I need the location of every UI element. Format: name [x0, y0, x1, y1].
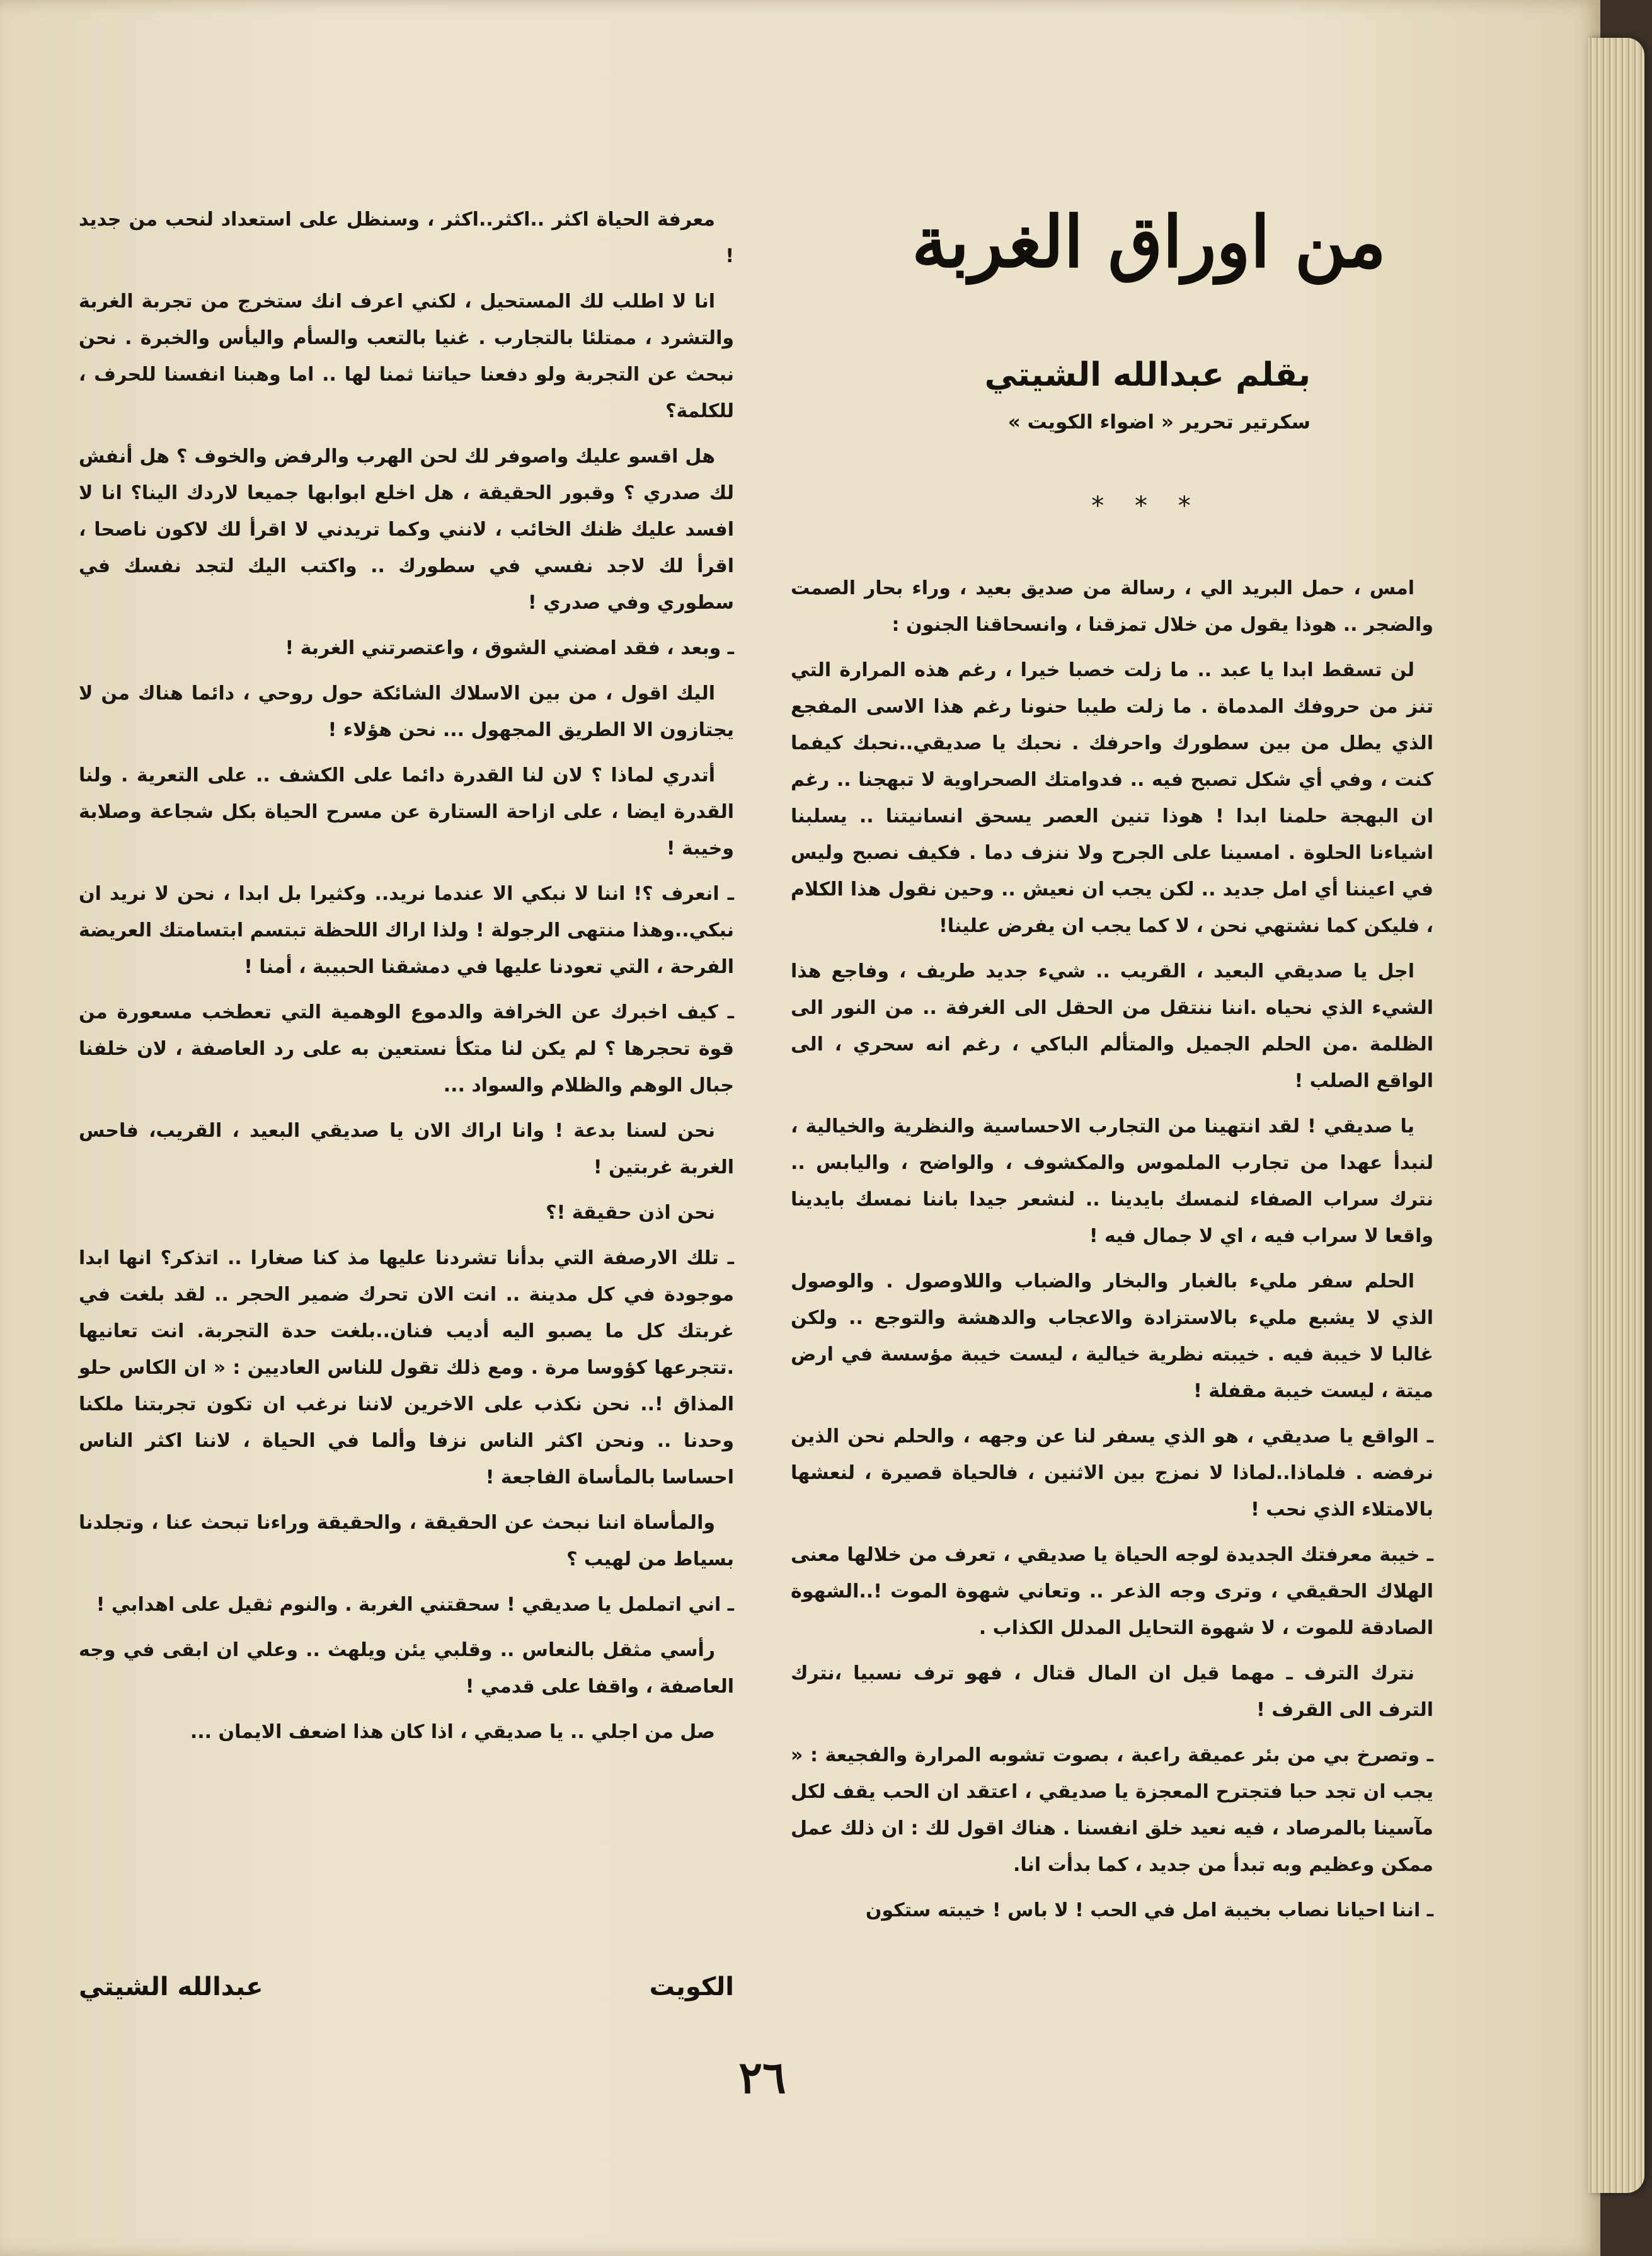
paragraph: ـ اني اتململ يا صديقي ! سحقتني الغربة . والنوم ثقيل على اهدابي ! [96, 1594, 734, 1616]
paragraph: الحلم سفر مليء بالغبار والبخار والضباب واللاوصول . والوصول الذي لا يشبع مليء بالاستزادة والاعجاب والدهشة والتوجع .. ولكن غالبا لا خيبة فيه . خيبته نظرية خيالية ، ليست خيبة مؤسسة في ارض ميتة ، ليست خيبة مقفلة ! [791, 1270, 1433, 1402]
paragraph: رأسي مثقل بالنعاس .. وقلبي يئن ويلهث .. وعلي ان ابقى في وجه العاصفة ، واقفا على قدمي ! [79, 1639, 734, 1698]
paragraph: ـ خيبة معرفتك الجديدة لوجه الحياة يا صديقي ، تعرف من خلالها معنى الهلاك الحقيقي ، وترى وجه الذعر .. وتعاني شهوة الموت !..الشهوة الصادقة للموت ، لا شهوة التحايل المدلل الكذاب . [791, 1544, 1433, 1639]
paragraph: ـ الواقع يا صديقي ، هو الذي يسفر لنا عن وجهه ، والحلم نحن الذين نرفضه . فلماذا..لماذا لا نمزج بين الاثنين ، فالحياة قصيرة ، لنعشها بالامتلاء الذي نحب ! [791, 1425, 1433, 1521]
article-byline: بقلم عبدالله الشيتي [984, 356, 1311, 394]
paragraph: انا لا اطلب لك المستحيل ، لكني اعرف انك ستخرج من تجربة الغربة والتشرد ، ممتلئا بالتجارب . غنيا بالتعب والسأم واليأس والخبرة . نحن نبحث عن التجربة ولو دفعنا حياتنا ثمنا لها .. اما وهبنا انفسنا للحرف ، للكلمة؟ [79, 291, 734, 422]
paragraph: معرفة الحياة اكثر ..اكثر..اكثر ، وسنظل على استعداد لنحب من جديد ! [79, 209, 734, 267]
paragraph: لن تسقط ابدا يا عبد .. ما زلت خصبا خيرا ، رغم هذه المرارة التي تنز من حروفك المدماة . ما زلت طيبا حنونا رغم هذا الاسى المفجع الذي يطل من بين سطورك واحرفك . نحبك يا صديقي..نحبك كيفما كنت ، وفي أي شكل تصبح فيه .. فدوامتك الصحراوية لا تبهجنا .. رغم ان البهجة حلمنا ابدا ! هوذا تنين العصر يسحق انسانيتنا .. يسلبنا اشياءنا الحلوة . امسينا على الجرح ولا ننزف دما . فكيف نصبح وليس في اعيننا أي امل جديد .. لكن يجب ان نعيش .. وحين نقول هذا الكلام ، فليكن كما نشتهي نحن ، لا كما يجب ان يفرض علينا! [791, 659, 1433, 937]
signature-city: الكويت [649, 1972, 734, 2001]
paragraph: ـ كيف اخبرك عن الخرافة والدموع الوهمية التي تعطخب مسعورة من قوة تحجرها ؟ لم يكن لنا متكأ نستعين به على رد العاصفة ، لان خلفنا جبال الوهم والظلام والسواد ... [79, 1001, 734, 1096]
paragraph: نحن لسنا بدعة ! وانا اراك الان يا صديقي البعيد ، القريب، فاحس الغربة غربتين ! [79, 1120, 734, 1178]
author-role: سكرتير تحرير « اضواء الكويت » [1007, 411, 1311, 434]
paragraph: يا صديقي ! لقد انتهينا من التجارب الاحساسية والنظرية والخيالية ، لنبدأ عهدا من تجارب الملموس والمكشوف ، والواضح ، واليابس .. نترك سراب الصفاء لنمسك بايدينا .. لنشعر جيدا باننا نمسك بايدينا واقعا لا سراب فيه ، اي لا جمال فيه ! [791, 1115, 1433, 1247]
paragraph: والمأساة اننا نبحث عن الحقيقة ، والحقيقة وراءنا تبحث عنا ، وتجلدنا بسياط من لهيب ؟ [79, 1512, 734, 1570]
paragraph: ـ تلك الارصفة التي بدأنا تشردنا عليها مذ كنا صغارا .. اتذكر؟ انها ابدا موجودة في كل مدينة .. انت الان تحرك ضمير الحجر .. لقد بلغت في غربتك كل ما يصبو اليه أديب فنان..بلغت حدة التجربة. انت تعانيها .تتجرعها كؤوسا مرة . ومع ذلك تقول للناس العاديين : « ان الكاس حلو المذاق !.. نحن نكذب على الاخرين لاننا نرغب ان تكون تجربتنا ملكنا وحدنا .. ونحن اكثر الناس نزفا وألما في الحياة ، لاننا اكثر الناس احساسا بالمأساة الفاجعة ! [79, 1247, 734, 1488]
paragraph: ـ وتصرخ بي من بئر عميقة راعبة ، بصوت تشوبه المرارة والفجيعة : « يجب ان تجد حبا فتجترح المعجزة يا صديقي ، اعتقد ان الحب يقف لكل مآسينا بالمرصاد ، فيه نعيد خلق انفسنا . هناك اقول لك : ان ذلك عمل ممكن وعظيم وبه تبدأ من جديد ، كما بدأت انا. [791, 1744, 1433, 1876]
paragraph: ـ اننا احيانا نصاب بخيبة امل في الحب ! لا باس ! خيبته ستكون [865, 1899, 1433, 1921]
paragraph: امس ، حمل البريد الي ، رسالة من صديق بعيد ، وراء بحار الصمت والضجر .. هوذا يقول من خلال تمزقنا ، وانسحاقنا الجنون : [791, 577, 1433, 636]
page-number: ٢٦ [738, 2051, 786, 2103]
paragraph: اجل يا صديقي البعيد ، القريب .. شيء جديد طريف ، وفاجع هذا الشيء الذي نحياه .اننا ننتقل من الحقل الى الغرفة .. من النور الى الظلمة .من الحلم الجميل والمتألم الباكي ، رغم انه سحري ، الى الواقع الصلب ! [791, 960, 1433, 1092]
paragraph: صل من اجلي .. يا صديقي ، اذا كان هذا اضعف الايمان ... [190, 1721, 715, 1743]
paragraph: نحن اذن حقيقة !؟ [546, 1202, 715, 1224]
article-title: من اوراق الغربة [912, 201, 1386, 284]
paragraph: ـ وبعد ، فقد امضني الشوق ، واعتصرتني الغربة ! [285, 637, 734, 659]
paragraph: ـ انعرف ؟! اننا لا نبكي الا عندما نريد.. وكثيرا بل ابدا ، نحن لا نريد ان نبكي..وهذا منتهى الرجولة ! ولذا اراك اللحظة تبتسم ابتسامتك العريضة الفرحة ، التي تعودنا عليها في دمشقنا الحبيبة ، أمنا ! [79, 883, 734, 978]
book-page-edges [1588, 38, 1644, 2193]
section-separator: * * * [1091, 492, 1202, 521]
signature-author: عبدالله الشيتي [79, 1972, 263, 2001]
paragraph: نترك الترف ـ مهما قيل ان المال قتال ، فهو ترف نسبيا ،نترك الترف الى القرف ! [791, 1662, 1433, 1721]
paragraph: أتدري لماذا ؟ لان لنا القدرة دائما على الكشف .. على التعرية . ولنا القدرة ايضا ، على ازاحة الستارة عن مسرح الحياة بكل شجاعة وصلابة وخيبة ! [79, 764, 734, 860]
paragraph: هل اقسو عليك واصوفر لك لحن الهرب والرفض والخوف ؟ هل أنفش لك صدري ؟ وقبور الحقيقة ، هل اخلع ابوابها جميعا لاردك الينا؟ انا لا افسد عليك ظنك الخائب ، لانني وكما تريدني لا اقرأ لك لاكون ناصحا ، اقرأ لك لاجد نفسي في سطورك .. واكتب اليك لتجد نفسك في سطوري وفي صدري ! [79, 446, 734, 614]
right-text-column [791, 570, 1433, 1938]
left-text-column [79, 202, 734, 1759]
paragraph: اليك اقول ، من بين الاسلاك الشائكة حول روحي ، دائما هناك من لا يجتازون الا الطريق المجهول ... نحن هؤلاء ! [79, 682, 734, 741]
